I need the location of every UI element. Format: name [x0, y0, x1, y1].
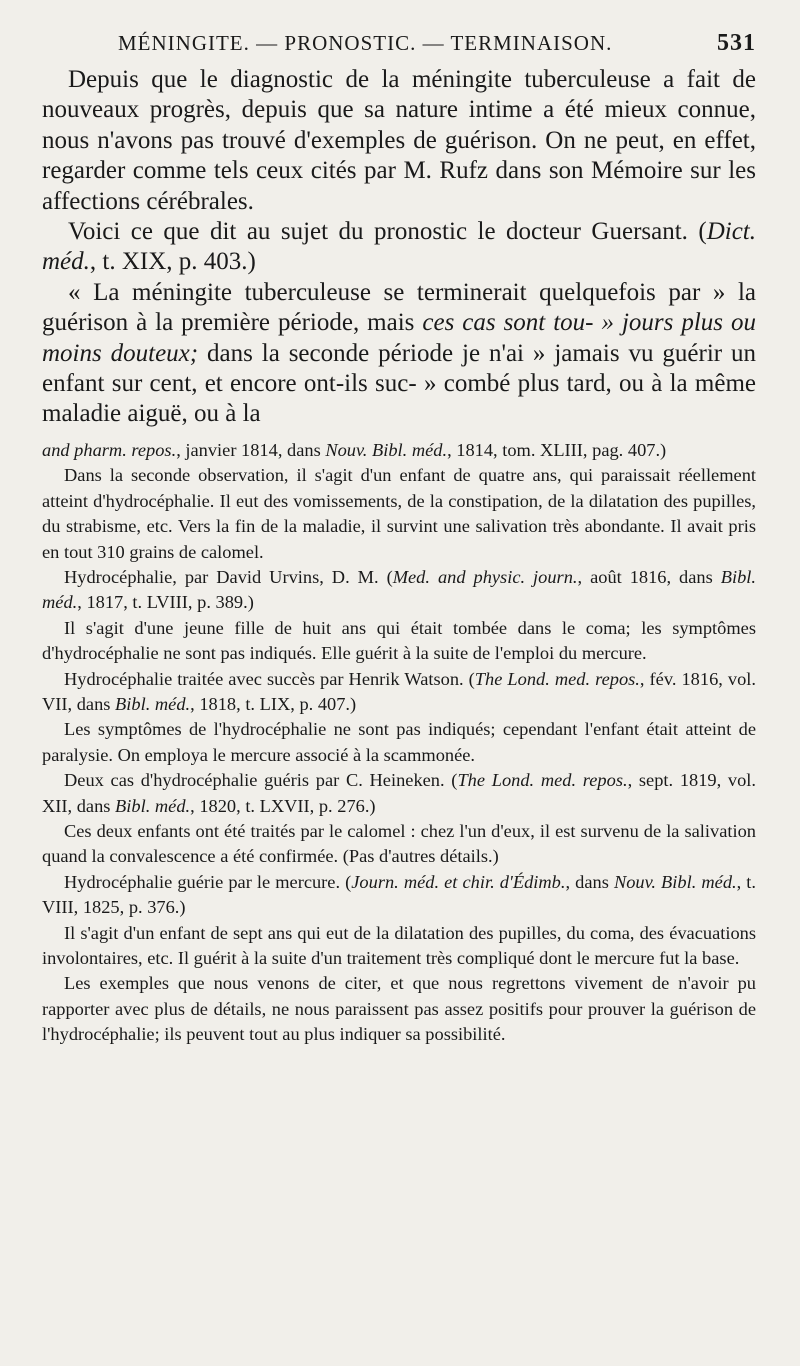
running-title: MÉNINGITE. — PRONOSTIC. — TERMINAISON. — [118, 31, 613, 55]
paragraph: Depuis que le diagnostic de la méningite tuberculeuse a fait de nouveaux progrès, depuis que sa nature intime a été mieux connue, nous n'avons pas trouvé d'exemples de guérison. On ne peut, en effet, regarder comme tels ceux cités par M. Rufz dans son Mémoire sur les affections cérébrales. — [42, 66, 756, 215]
note-paragraph: Les exemples que nous venons de citer, et que nous regrettons vivement de n'avoir pu rapporter avec plus de détails, ne nous paraissent pas assez positifs pour prouver la guérison de l'hydrocéphalie; ils peuvent tout au plus indiquer sa possibilité. — [42, 973, 756, 1045]
note-paragraph: and pharm. repos., janvier 1814, dans Nouv. Bibl. méd., 1814, tom. XLIII, pag. 407.) — [42, 439, 667, 460]
main-text — [42, 65, 756, 430]
note-paragraph: Hydrocéphalie, par David Urvins, D. M. (Med. and physic. journ., août 1816, dans Bibl. méd., 1817, t. LVIII, p. 389.) — [42, 566, 756, 613]
page-number: 531 — [717, 30, 756, 56]
note-paragraph: Hydrocéphalie traitée avec succès par Henrik Watson. (The Lond. med. repos., fév. 1816, vol. VII, dans Bibl. méd., 1818, t. LIX, p. 407.) — [42, 668, 756, 714]
paragraph: Voici ce que dit au sujet du pronostic le docteur Guersant. (Dict. méd., t. XIX, p. 403.) — [42, 218, 756, 276]
note-paragraph: Ces deux enfants ont été traités par le calomel : chez l'un d'eux, il est survenu de la salivation quand la convalescence a été confirmée. (Pas d'autres détails.) — [42, 820, 756, 867]
quotation: « La méningite tuberculeuse se terminerait quelquefois par » la guérison à la première période, mais ces cas sont tou- » jours plus ou moins douteux; dans la seconde période je n'ai » jamais vu guérir un enfant sur cent, et encore ont-ils suc- » combé plus tard, ou à la même maladie aiguë, ou à la — [42, 278, 756, 428]
note-paragraph: Dans la seconde observation, il s'agit d'un enfant de quatre ans, qui paraissait réellement atteint d'hydrocéphalie. Il eut des vomissements, de la constipation, de la dilatation des pupilles, du strabisme, etc. Vers la fin de la maladie, il survint une salivation très abondante. Il avait pris en tout 310 grains de calomel. — [42, 465, 756, 562]
note-paragraph: Hydrocéphalie guérie par le mercure. (Journ. méd. et chir. d'Édimb., dans Nouv. Bibl. méd., t. VIII, 1825, p. 376.) — [42, 871, 756, 918]
note-paragraph: Les symptômes de l'hydrocéphalie ne sont pas indiqués; cependant l'enfant était atteint de paralysie. On employa le mercure associé à la scammonée. — [42, 719, 756, 765]
running-header — [42, 30, 756, 57]
note-paragraph: Il s'agit d'une jeune fille de huit ans qui était tombée dans le coma; les symptômes d'hydrocéphalie ne sont pas indiqués. Elle guérit à la suite de l'emploi du mercure. — [42, 617, 756, 664]
footnotes — [42, 438, 756, 1048]
note-paragraph: Deux cas d'hydrocéphalie guéris par C. Heineken. (The Lond. med. repos., sept. 1819, vol. XII, dans Bibl. méd., 1820, t. LXVII, p. 276.) — [42, 770, 757, 816]
note-paragraph: Il s'agit d'un enfant de sept ans qui eut de la dilatation des pupilles, du coma, des évacuations involontaires, etc. Il guérit à la suite d'un traitement très compliqué dont le mercure fut la base. — [42, 922, 756, 968]
